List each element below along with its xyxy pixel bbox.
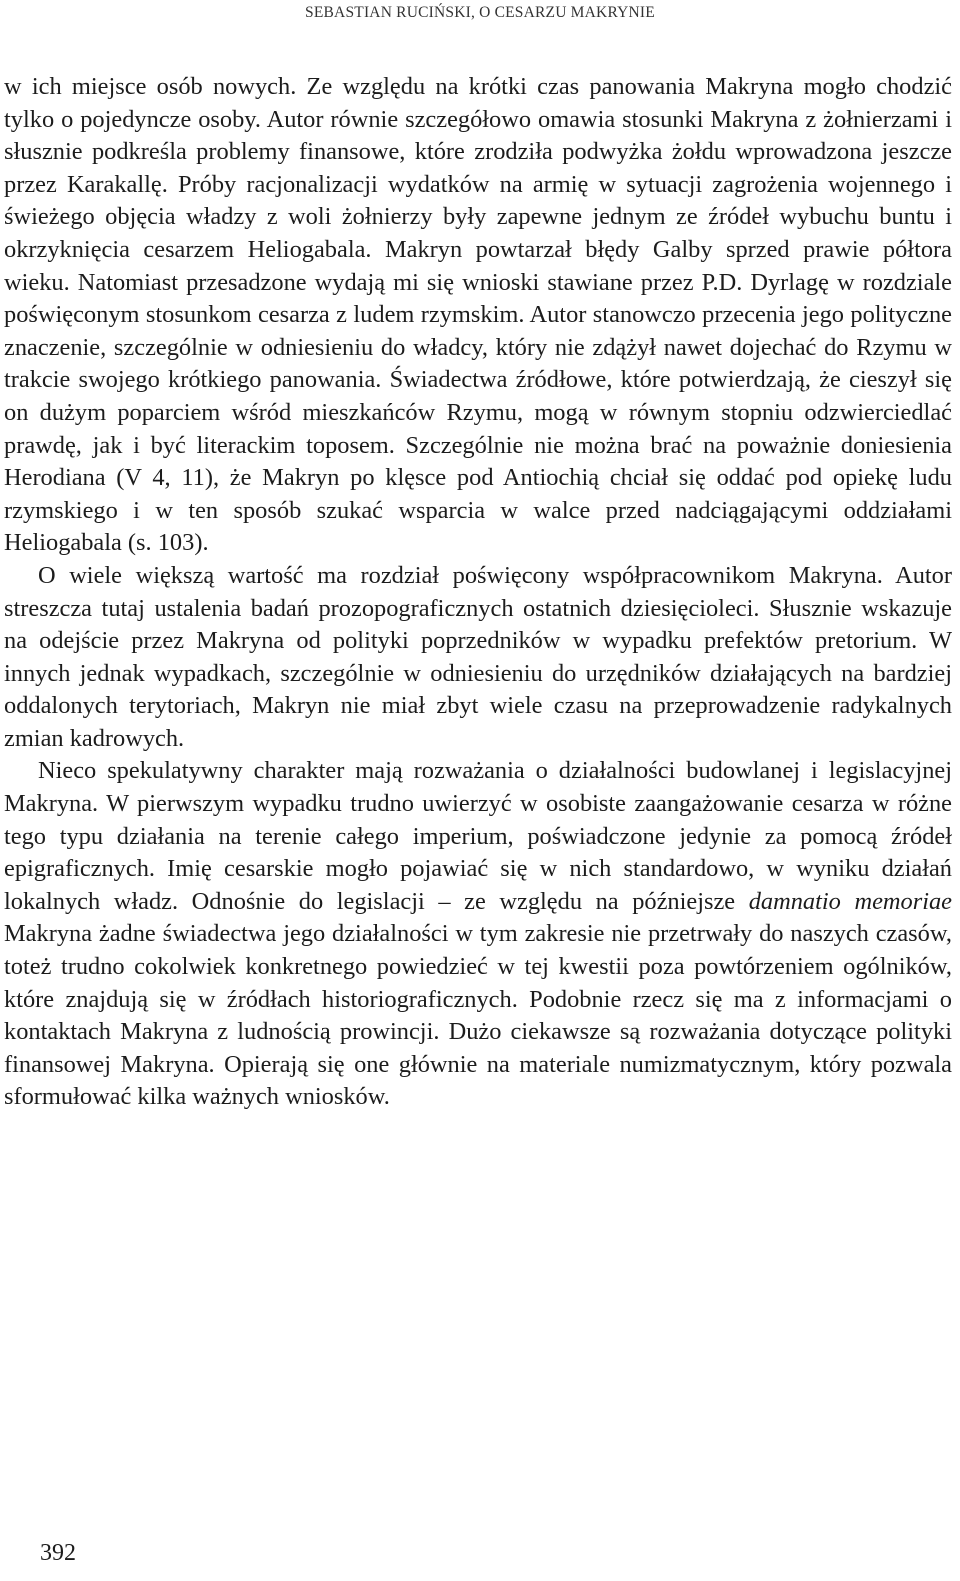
paragraph-3-text-start: Nieco spekulatywny charakter mają rozważania o działalności budowlanej i legislacyjnej Makryna. W pierwszym wypadku trudno uwierzyć w osobiste zaangażowanie cesarza w różne tego typu działania na terenie całego imperium, poświadczone jedynie za pomocą źródeł epigraficznych. Imię cesarskie mogło pojawiać się w nich standardowo, w wyniku działań lokalnych władz. Odnośnie do legislacji – ze względu na późniejsze [4,757,952,915]
paragraph-2-text: O wiele większą wartość ma rozdział poświęcony współpracownikom Makryna. Autor streszcza tutaj ustalenia badań prozopograficznych ostatnich dziesięcioleci. Słusznie wskazuje na odejście przez Makryna od polityki poprzedników w wypadku prefektów pretorium. W innych jednak wypadkach, szczególnie w odniesieniu do urzędników działających na bardziej oddalonych terytoriach, Makryn nie miał zbyt wiele czasu na przeprowadzenie radykalnych zmian kadrowych. [4,561,952,752]
paragraph-3-text-end: Makryna żadne świadectwa jego działalności w tym zakresie nie przetrwały do naszych czasów, toteż trudno cokolwiek konkretnego powiedzieć w tej kwestii poza powtórzeniem ogólników, które znajdują się w źródłach historiograficznych. Podobnie rzecz się ma z informacjami o kontaktach Makryna z ludnością prowincji. Dużo ciekawsze są rozważania dotyczące polityki finansowej Makryna. Opierają się one głównie na materiale numizmatycznym, który pozwala sformułować kilka ważnych wniosków. [4,920,952,1111]
paragraph-2 [4,560,952,756]
article-body [4,71,952,1114]
running-header: SEBASTIAN RUCIŃSKI, O CESARZU MAKRYNIE [305,4,655,21]
paragraph-3 [4,755,952,1114]
paragraph-1-text: w ich miejsce osób nowych. Ze względu na krótki czas panowania Makryna mogło chodzić tylko o pojedyncze osoby. Autor równie szczegółowo omawia stosunki Makryna z żołnierzami i słusznie podkreśla problemy finansowe, które zrodziła podwyżka żołdu wprowadzona jeszcze przez Karakallę. Próby racjonalizacji wydatków na armię w sytuacji zagrożenia wojennego i świeżego objęcia władzy z woli żołnierzy były zapewne jednym ze źródeł wybuchu buntu i okrzyknięcia cesarzem Heliogabala. Makryn powtarzał błędy Galby sprzed prawie półtora wieku. Natomiast przesadzone wydają mi się wnioski stawiane przez P.D. Dyrlagę w rozdziale poświęconym stosunkom cesarza z ludem rzymskim. Autor stanowczo przecenia jego polityczne znaczenie, szczególnie w odniesieniu do władcy, który nie zdążył nawet dojechać do Rzymu w trakcie swojego krótkiego panowania. Świadectwa źródłowe, które potwierdzają, że cieszył się on dużym poparciem wśród mieszkańców Rzymu, mogą w równym stopniu odzwierciedlać prawdę, jak i być literackim toposem. Szczególnie nie można brać na poważnie doniesienia Herodiana (V 4, 11), że Makryn po klęsce pod Antiochią chciał się oddać pod opiekę ludu rzymskiego i w ten sposób szukać wsparcia w walce przed nadciągającymi oddziałami Heliogabala (s. 103). [4,73,952,557]
paragraph-1 [4,71,952,560]
latin-phrase: damnatio memoriae [748,887,953,915]
page-number: 392 [40,1540,76,1566]
